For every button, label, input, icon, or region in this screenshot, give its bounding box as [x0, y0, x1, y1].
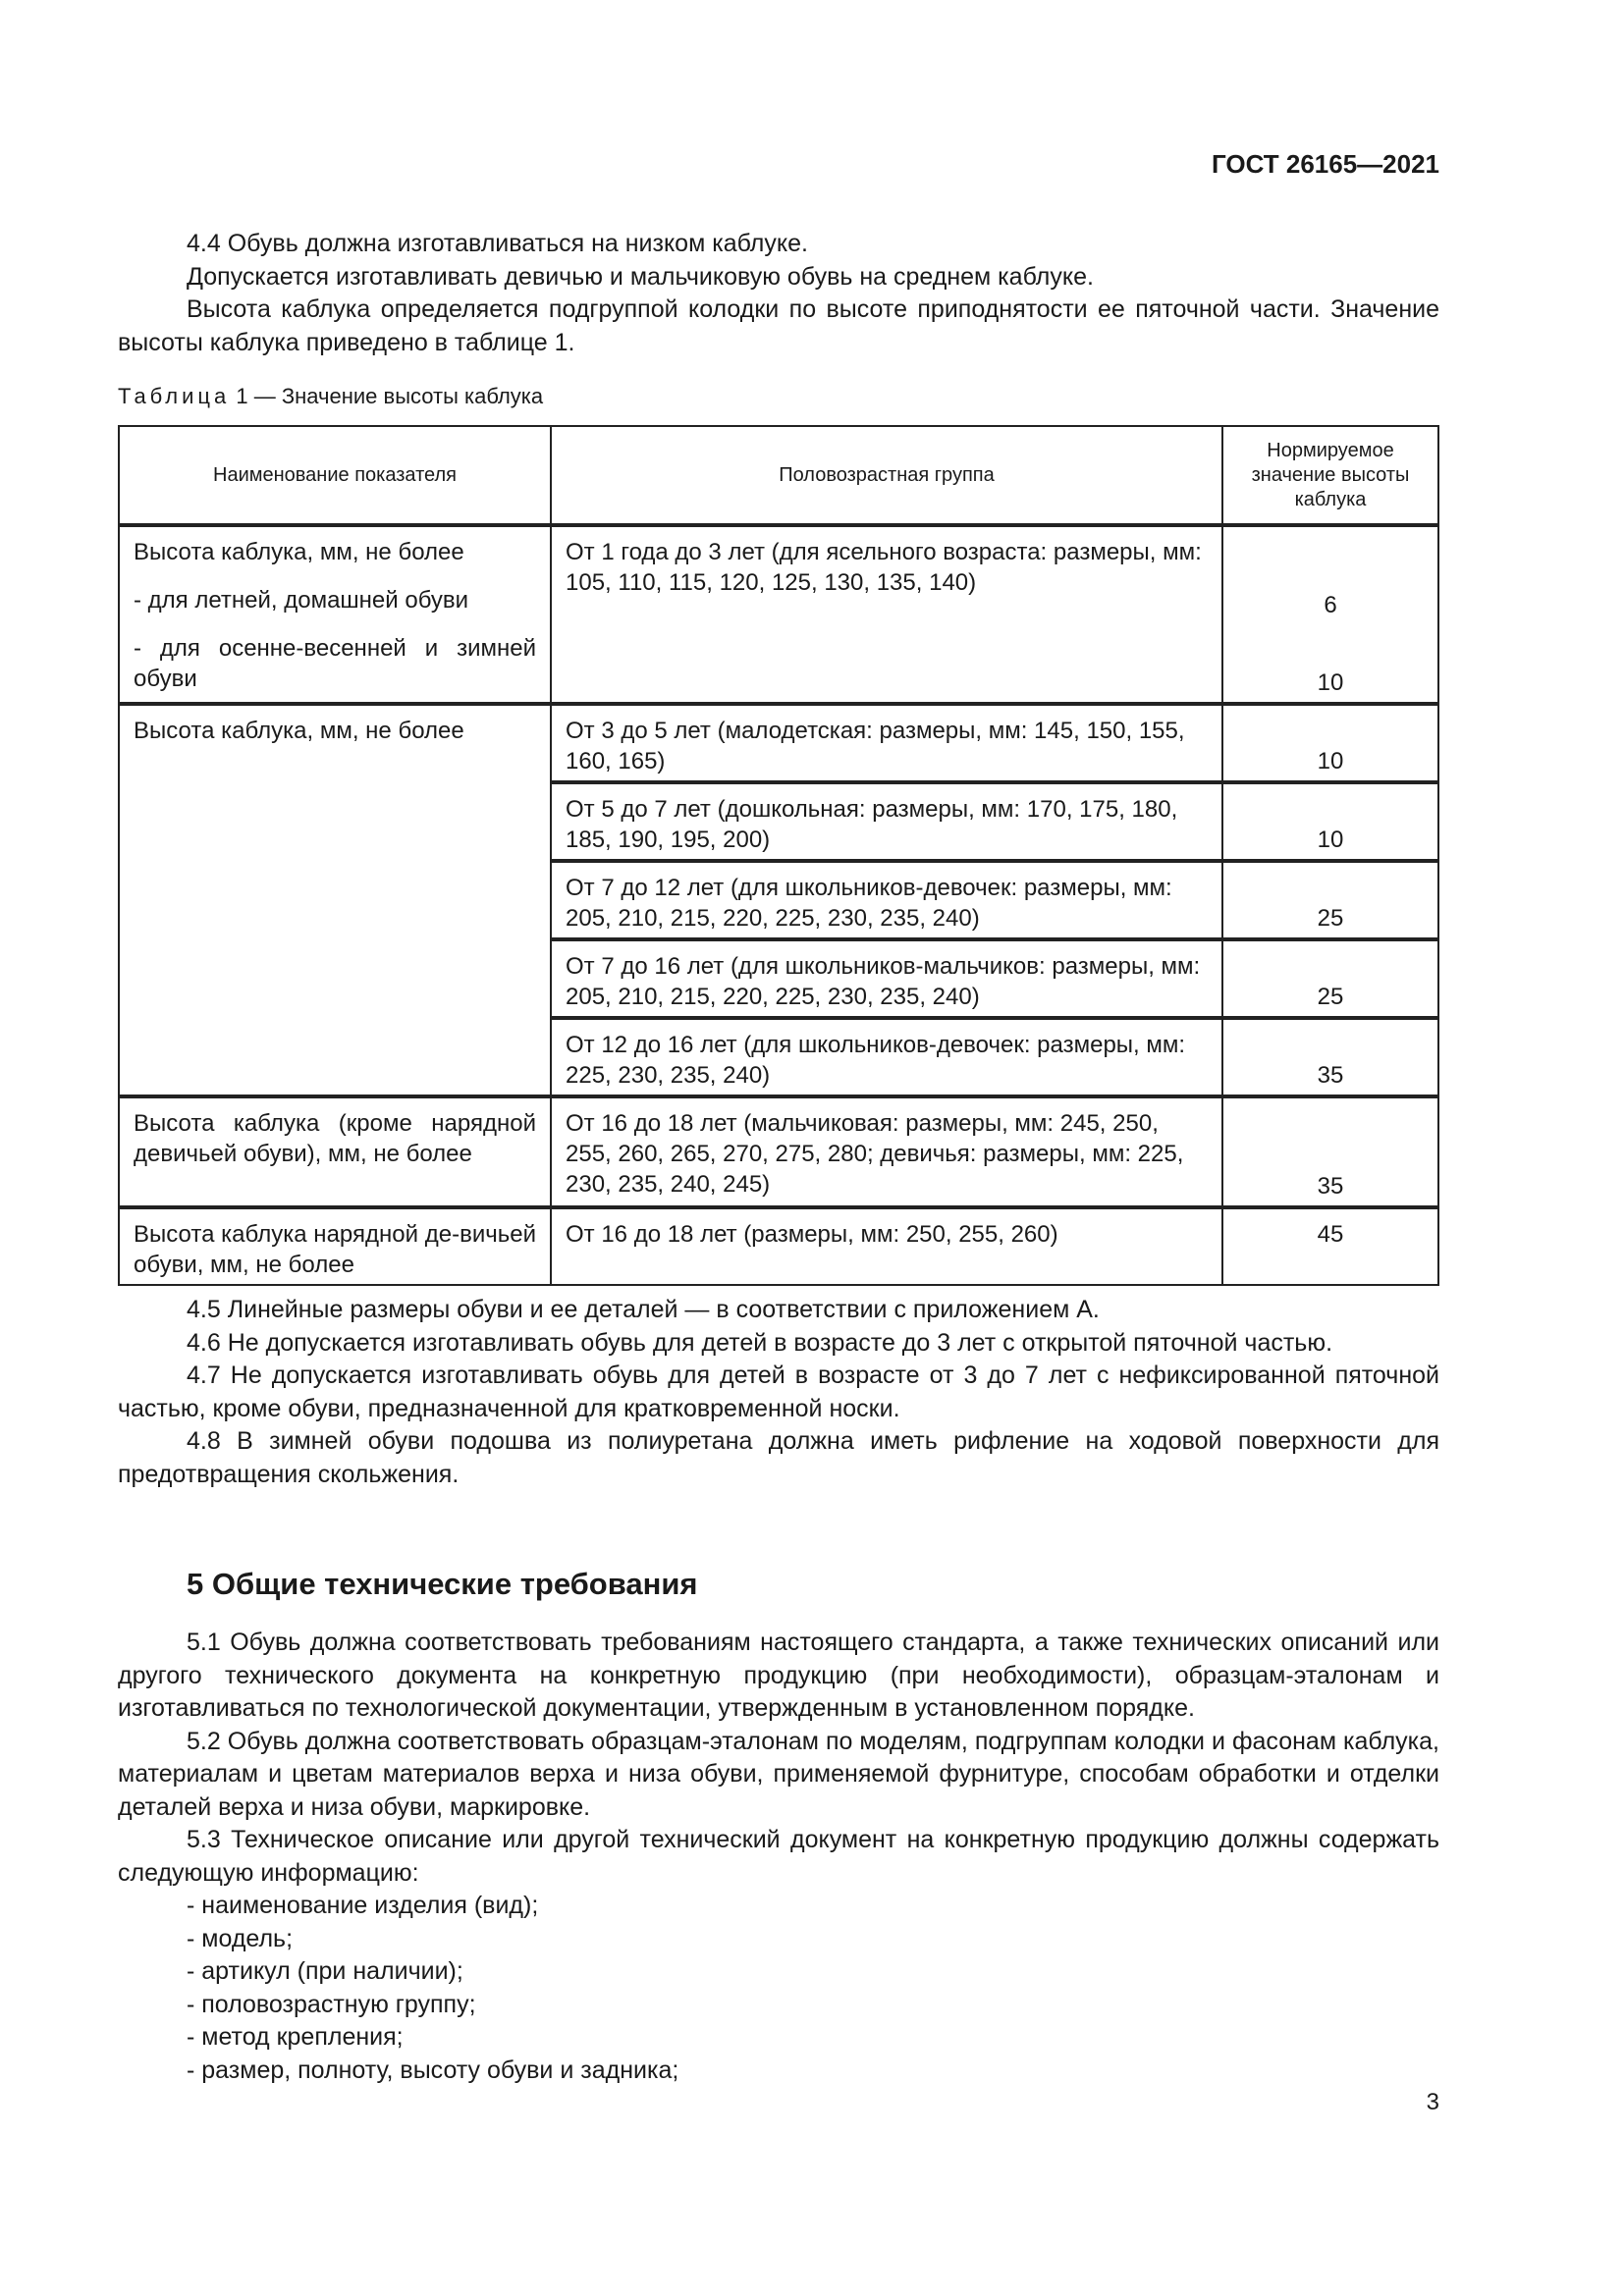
indicator-cell — [119, 525, 551, 704]
header-cell: Наименование показателя — [119, 426, 551, 525]
list-item: - метод крепления; — [187, 2023, 404, 2051]
value-cell: 10 — [1222, 782, 1438, 861]
list-item: - половозрастную группу; — [187, 1990, 476, 2018]
indicator-sub: - для осенне-весенней и зимней обуви — [134, 635, 536, 692]
value-text: 6 — [1324, 592, 1337, 618]
value-cell: 10 — [1222, 704, 1438, 782]
indicator-cell: Высота каблука, мм, не более — [119, 704, 551, 1096]
group-cell: От 16 до 18 лет (размеры, мм: 250, 255, 260) — [551, 1207, 1222, 1285]
value-cell: 35 — [1222, 1096, 1438, 1207]
section-5-body — [118, 1627, 1439, 2087]
table-row — [119, 1207, 1438, 1285]
group-cell: От 3 до 5 лет (малодетская: размеры, мм: 145, 150, 155, 160, 165) — [551, 704, 1222, 782]
table-header-row — [119, 426, 1438, 525]
indicator-text: Высота каблука, мм, не более — [134, 539, 464, 565]
list-item: - размер, полноту, высоту обуви и задника; — [187, 2056, 679, 2084]
group-cell: От 1 года до 3 лет (для ясельного возраста: размеры, мм: 105, 110, 115, 120, 125, 130, 135, 140) — [551, 525, 1222, 704]
section-heading: 5 Общие технические требования — [187, 1567, 698, 1601]
paragraph-4-5: 4.5 Линейные размеры обуви и ее деталей — в соответствии с приложением А. — [187, 1296, 1100, 1323]
group-cell: От 7 до 12 лет (для школьников-девочек: размеры, мм: 205, 210, 215, 220, 225, 230, 235, 240) — [551, 861, 1222, 939]
value-cell: 25 — [1222, 939, 1438, 1018]
header-cell: Нормируемое значение высоты каблука — [1222, 426, 1438, 525]
list-item: - модель; — [187, 1924, 294, 1952]
indicator-sub: - для летней, домашней обуви — [134, 587, 469, 614]
caption-title: 1 — Значение высоты каблука — [230, 384, 544, 408]
table-caption — [118, 384, 543, 409]
indicator-cell: Высота каблука (кроме нарядной девичьей обуви), мм, не более — [119, 1096, 551, 1207]
list-item: - наименование изделия (вид); — [187, 1892, 539, 1919]
paragraph-4-6: 4.6 Не допускается изготавливать обувь для детей в возрасте до 3 лет с открытой пяточной частью. — [187, 1328, 1333, 1357]
value-cell: 45 — [1222, 1207, 1438, 1285]
group-cell: От 7 до 16 лет (для школьников-мальчиков: размеры, мм: 205, 210, 215, 220, 225, 230, 235, 240) — [551, 939, 1222, 1018]
value-cell: 35 — [1222, 1018, 1438, 1096]
table-row — [119, 704, 1438, 782]
indicator-cell: Высота каблука нарядной де-вичьей обуви, мм, не более — [119, 1207, 551, 1285]
paragraph-5-3: 5.3 Техническое описание или другой технический документ на конкретную продукцию должны содержать следующую информацию: — [118, 1826, 1439, 1887]
paragraph-5-1: 5.1 Обувь должна соответствовать требованиям настоящего стандарта, а также технических описаний или другого технического документа на конкретную продукцию (при необходимости), образцам-эталонам и изготавливаться по технологической документации, утвержденным в установленном порядке. — [118, 1629, 1439, 1722]
page-number: 3 — [1426, 2089, 1439, 2115]
paragraph-4-7: 4.7 Не допускается изготавливать обувь для детей в возрасте от 3 до 7 лет с нефиксированной пяточной частью, кроме обуви, предназначенной для кратковременной носки. — [118, 1362, 1439, 1422]
value-cell — [1222, 525, 1438, 704]
group-cell: От 5 до 7 лет (дошкольная: размеры, мм: 170, 175, 180, 185, 190, 195, 200) — [551, 782, 1222, 861]
intro-section — [118, 228, 1439, 359]
table-row — [119, 1096, 1438, 1207]
header-cell: Половозрастная группа — [551, 426, 1222, 525]
after-table-section — [118, 1294, 1439, 1491]
group-cell: От 12 до 16 лет (для школьников-девочек: размеры, мм: 225, 230, 235, 240) — [551, 1018, 1222, 1096]
caption-label: Таблица — [118, 384, 231, 408]
value-cell: 25 — [1222, 861, 1438, 939]
group-cell: От 16 до 18 лет (мальчиковая: размеры, мм: 245, 250, 255, 260, 265, 270, 275, 280; девичья: размеры, мм: 225, 230, 235, 240, 245) — [551, 1096, 1222, 1207]
paragraph-5-2: 5.2 Обувь должна соответствовать образцам-эталонам по моделям, подгруппам колодки и фасонам каблука, материалам и цветам материалов верха и низа обуви, применяемой фурнитуре, способам обработки и отделки деталей верха и низа обуви, маркировке. — [118, 1727, 1439, 1821]
heel-height-table — [118, 425, 1439, 1286]
table-row — [119, 525, 1438, 704]
paragraph: Высота каблука определяется подгруппой колодки по высоте приподнятости ее пяточной части. Значение высоты каблука приведено в таблице 1. — [118, 295, 1439, 356]
paragraph-4-8: 4.8 В зимней обуви подошва из полиуретана должна иметь рифление на ходовой поверхности для предотвращения скольжения. — [118, 1427, 1439, 1488]
list-item: - артикул (при наличии); — [187, 1957, 463, 1985]
value-text: 10 — [1317, 669, 1344, 696]
document-header: ГОСТ 26165—2021 — [1212, 149, 1439, 179]
paragraph: Допускается изготавливать девичью и мальчиковую обувь на среднем каблуке. — [187, 262, 1094, 291]
paragraph-4-4: 4.4 Обувь должна изготавливаться на низком каблуке. — [187, 230, 808, 257]
